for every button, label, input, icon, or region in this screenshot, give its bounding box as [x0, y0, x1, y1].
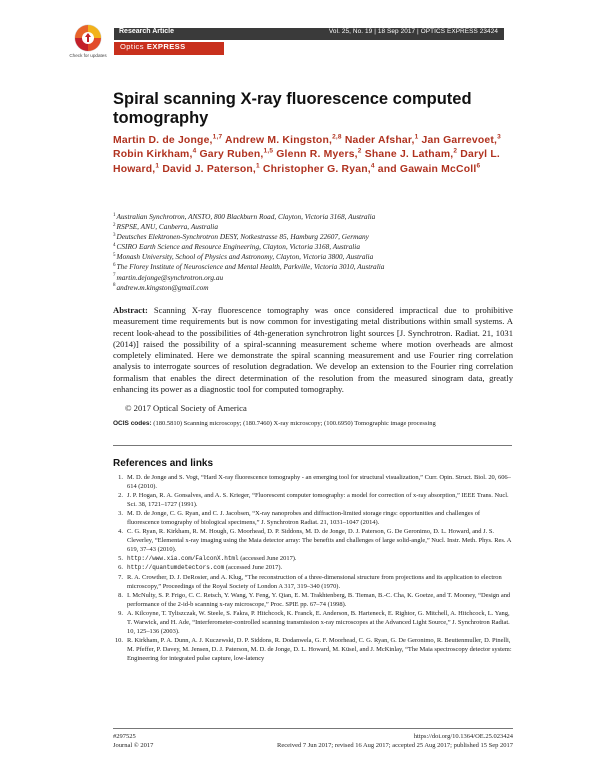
journal-logo: [114, 42, 224, 55]
affiliation-item: [113, 242, 513, 252]
reference-number: 4.: [118, 528, 123, 536]
author-name: David J. Paterson,: [162, 163, 256, 175]
reference-text: M. D. de Jonge and S. Vogt, “Hard X-ray fluorescence tomography - an emerging tool for structural visualization,” Curr. Opin. Struct. Biol. 20, 606–614 (2010).: [127, 474, 511, 491]
reference-text: (accessed June 2017).: [238, 555, 297, 563]
journal-year: Journal © 2017: [113, 742, 154, 749]
affiliation-number: 2: [113, 222, 116, 228]
ocis-codes: [113, 419, 523, 428]
author-name: Glenn R. Myers,: [276, 149, 358, 161]
author-affiliation-mark: 6: [476, 162, 481, 170]
affiliation-text: andrew.m.kingston@gmail.com: [116, 282, 209, 292]
affiliation-number: 6: [113, 263, 116, 269]
affiliation-text: CSIRO Earth Science and Resource Engineering, Clayton, Victoria 3168, Australia: [116, 242, 360, 252]
affiliation-number: 7: [113, 273, 116, 279]
author-name: Martin D. de Jonge,: [113, 135, 213, 146]
author: [345, 135, 419, 146]
affiliation-item: [113, 222, 513, 232]
references-heading: References and links: [113, 458, 214, 469]
reference-text: J. P. Hogan, R. A. Gonsalves, and A. S. Krieger, “Fluorescent computer tomography: a model for correction of x-ray absorption,” IEEE Trans. Nucl. Sci. 38, 1721–1727 (1991).: [127, 492, 509, 509]
author-affiliation-mark: 1: [414, 133, 419, 141]
affiliation-text: RSPSE, ANU, Canberra, Australia: [116, 222, 218, 232]
reference-text: (accessed June 2017).: [224, 564, 283, 572]
volume-line: Vol. 25, No. 19 | 18 Sep 2017 | OPTICS EXPRESS 23424: [328, 28, 498, 35]
author: [276, 149, 361, 160]
affiliation-item[interactable]: [113, 283, 513, 293]
affiliations: [113, 212, 513, 293]
author-affiliation-mark: 4: [370, 162, 375, 170]
doi-link[interactable]: https://doi.org/10.1364/OE.25.023424: [413, 733, 513, 740]
affiliation-number: 5: [113, 252, 116, 258]
abstract-text: Scanning X-ray fluorescence tomography was once considered impractical due to prohibitive measurement time requirements but is now common for investigating metal distributions within small systems. A recent look-ahead to the possibilities of 4th-generation synchrotron light sources [J. Synchrotron. Radiat. 21, 1031 (2014)] raised the possibility of a spiral-scanning measurement scheme where motion overheads are almost completely eliminated. Here we demonstrate the spiral scanning measurement and use Fourier ring correlation analysis to interrogate sources of resolution degradation. We develop an extension to the Fourier ring correlation formalism that enables the direct determination of the resolution from the measured sinogram data, greatly enhancing its power as a diagnostic tool for computed tomography.: [113, 305, 513, 395]
affiliation-item: [113, 212, 513, 222]
page-title: Spiral scanning X-ray fluorescence computed tomography: [113, 90, 472, 127]
reference-item: [113, 609, 513, 636]
journal-prefix: Optics: [120, 42, 144, 51]
reference-item: [113, 554, 513, 563]
author: [162, 164, 260, 175]
author-name: and Gawain McColl: [377, 163, 477, 175]
journal-name: EXPRESS: [146, 42, 186, 51]
author: [365, 149, 458, 160]
author-affiliation-mark: 3: [497, 133, 501, 141]
reference-text: M. D. de Jonge, C. G. Ryan, and C. J. Jacobsen, “X-ray nanoprobes and diffraction-limited storage rings: opportunities and challenges of fluorescence tomography of biological specimens,” J. Synchrotron Radiat. 21, 1031–1047 (2014).: [127, 510, 481, 527]
author-affiliation-mark: 1: [256, 162, 260, 170]
author-name: Nader Afshar,: [344, 135, 415, 146]
abstract-label: Abstract:: [113, 305, 148, 315]
reference-item: [113, 591, 513, 609]
abstract: [113, 305, 513, 395]
affiliation-number: 1: [113, 212, 116, 218]
author-affiliation-mark: 1,5: [263, 147, 274, 155]
reference-number: 2.: [118, 492, 123, 500]
affiliation-number: 4: [113, 242, 116, 248]
author: [200, 149, 274, 160]
reference-number: 8.: [118, 591, 123, 599]
author: [263, 164, 375, 175]
author-name: Andrew M. Kingston,: [224, 135, 333, 146]
article-type: Research Article: [119, 28, 174, 35]
reference-item: [113, 473, 513, 491]
reference-item: [113, 509, 513, 527]
affiliation-item: [113, 262, 513, 272]
copyright: © 2017 Optical Society of America: [125, 403, 247, 413]
author-name: Robin Kirkham,: [113, 149, 193, 161]
author-affiliation-mark: 1,7: [212, 133, 223, 141]
reference-item: [113, 527, 513, 554]
reference-number: 1.: [118, 474, 123, 481]
badge-label: Check for updates: [69, 53, 107, 58]
reference-number: 6.: [118, 564, 123, 572]
affiliation-item: [113, 232, 513, 242]
author: [422, 135, 501, 146]
author-affiliation-mark: 2: [453, 147, 458, 155]
reference-number: 7.: [118, 573, 123, 581]
reference-text: R. A. Crowther, D. J. DeRosier, and A. Klug, “The reconstruction of a three-dimensional structure from projections and its application to electron microscopy,” Proceedings of the Royal Society of London A 317, 319–340 (1970).: [127, 573, 502, 590]
author-affiliation-mark: 4: [192, 147, 197, 155]
reference-item: [113, 636, 513, 663]
section-divider: [113, 445, 512, 446]
ocis-label: OCIS codes:: [113, 420, 152, 427]
reference-text: A. Kilcoyne, T. Tyliszczak, W. Steele, S. Fakra, P. Hitchcock, K. Franck, E. Anderson, B. Harteneck, E. Rightor, G. Mitchell, A. Hitchcock, L. Yang, T. Warwick, and H. Ade, “Interferometer-controlled scanning transmission x-ray microscopes at the Advanced Light Source,” J. Synchrotron Radiat. 10, 125–136 (2003).: [127, 609, 510, 635]
affiliation-text: Monash University, School of Physics and Astronomy, Clayton, Victoria 3800, Australia: [116, 252, 374, 262]
reference-number: 5.: [118, 555, 123, 563]
author: [378, 164, 481, 175]
reference-url[interactable]: http://quantumdetectors.com: [127, 564, 225, 572]
affiliation-item[interactable]: [113, 273, 513, 283]
check-for-updates-badge[interactable]: [70, 22, 106, 64]
author-affiliation-mark: 2,8: [332, 133, 342, 141]
reference-text: I. McNulty, S. P. Frigo, C. C. Retsch, Y. Wang, Y. Feng, Y. Qian, E. M. Trakhtenberg, B. Tieman, B.-C. Cha, K. Goetze, and T. Mooney, “Design and performance of the 2-id-b scanning x-ray microscope,” Proc. SPIE pp. 67–74 (1998).: [127, 591, 511, 608]
author-name: Christopher G. Ryan,: [262, 163, 371, 175]
author: [225, 135, 342, 146]
author-name: Jan Garrevoet,: [421, 135, 498, 146]
author: [113, 135, 222, 146]
ocis-text: (180.5810) Scanning microscopy; (180.7460) X-ray microscopy; (100.6950) Tomographic image processing: [153, 420, 436, 427]
publication-dates: Received 7 Jun 2017; revised 16 Aug 2017; accepted 25 Aug 2017; published 15 Sep 2017: [277, 742, 513, 749]
author-list: [113, 134, 509, 177]
author-affiliation-mark: 2: [357, 147, 362, 155]
affiliation-text: Australian Synchrotron, ANSTO, 800 Blackburn Road, Clayton, Victoria 3168, Australia: [116, 212, 376, 221]
author-affiliation-mark: 1: [155, 162, 160, 170]
top-bar: [114, 28, 504, 40]
reference-item: [113, 563, 513, 572]
affiliation-text: martin.dejonge@synchrotron.org.au: [116, 272, 224, 282]
reference-item: [113, 573, 513, 591]
reference-item: [113, 491, 513, 509]
reference-text: R. Kirkham, P. A. Dunn, A. J. Kuczewski, D. P. Siddons, R. Dodanwela, G. F. Moorhead, C. G. Ryan, G. De Geronimo, R. Beuttenmuller, D. Pinelli, M. Pfeffer, P. Davey, M. Jensen, D. J. Paterson, M. D. de Jonge, D. L. Howard, M. Küsel, and J. McKinlay, “The Maia spectroscopy detector system: Engineering for integrated pulse capture, low-latency: [127, 636, 512, 662]
affiliation-item: [113, 252, 513, 262]
author-name: Daryl L. Howard,: [113, 149, 500, 175]
affiliation-text: The Florey Institute of Neuroscience and Mental Health, Parkville, Victoria 3010, Australia: [116, 262, 385, 272]
reference-number: 9.: [118, 609, 123, 617]
page-footer: [113, 728, 513, 750]
author: [113, 149, 196, 160]
reference-url[interactable]: http://www.xia.com/FalconX.html: [127, 555, 239, 563]
reference-number: 3.: [118, 510, 123, 518]
reference-number: 10.: [114, 636, 123, 644]
affiliation-number: 8: [113, 283, 116, 289]
reference-list: [113, 473, 513, 663]
article-id: #297525: [113, 733, 136, 740]
author-name: Gary Ruben,: [199, 149, 264, 161]
reference-text: C. G. Ryan, R. Kirkham, R. M. Hough, G. Moorhead, D. P. Siddons, M. D. de Jonge, D. J. Paterson, G. De Geronimo, D. L. Howard, and J. S. Cleverley, “Elemental x-ray imaging using the Maia detector array: The benefits and challenges of large solid-angle,” Nucl. Instr. Meth. Phys. Res. A 619, 37–43 (2010).: [127, 528, 512, 554]
affiliation-number: 3: [113, 232, 116, 238]
author-name: Shane J. Latham,: [364, 149, 454, 161]
affiliation-text: Deutsches Elektronen-Synchrotron DESY, Notkestrasse 85, Hamburg 22607, Germany: [116, 232, 369, 242]
